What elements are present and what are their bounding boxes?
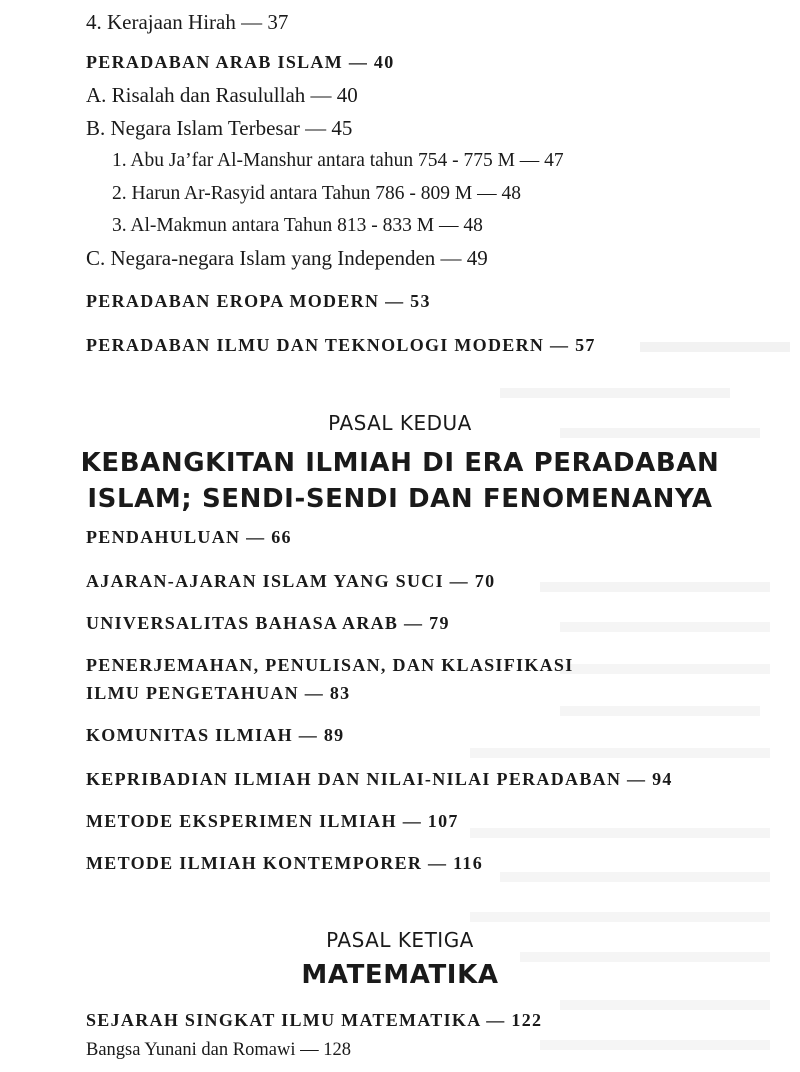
toc-entry-universalitas-bahasa-arab: UNIVERSALITAS BAHASA ARAB — 79 <box>86 613 450 633</box>
toc-entry-yunani-romawi: Bangsa Yunani dan Romawi — 128 <box>86 1040 351 1060</box>
toc-entry-peradaban-arab-islam: PERADABAN ARAB ISLAM — 40 <box>86 52 395 72</box>
toc-entry-pendahuluan: PENDAHULUAN — 66 <box>86 527 292 547</box>
toc-entry-penerjemahan-line1: PENERJEMAHAN, PENULISAN, DAN KLASIFIKASI <box>86 655 574 675</box>
toc-entry-metode-eksperimen: METODE EKSPERIMEN ILMIAH — 107 <box>86 811 459 831</box>
toc-entry-penerjemahan-line2: ILMU PENGETAHUAN — 83 <box>86 683 351 703</box>
toc-entry-komunitas-ilmiah: KOMUNITAS ILMIAH — 89 <box>86 725 345 745</box>
chapter2-pasal-label: PASAL KEDUA <box>328 411 472 435</box>
chapter3-pasal-label: PASAL KETIGA <box>326 928 474 952</box>
toc-entry-harun-ar-rasyid: 2. Harun Ar-Rasyid antara Tahun 786 - 809 M — 48 <box>112 183 521 204</box>
chapter3-title: MATEMATIKA <box>301 960 499 990</box>
chapter2-title-line2: ISLAM; SENDI-SENDI DAN FENOMENANYA <box>87 484 713 514</box>
chapter2-title-line1: KEBANGKITAN ILMIAH DI ERA PERADABAN <box>80 448 720 478</box>
toc-entry-al-makmun: 3. Al-Makmun antara Tahun 813 - 833 M — 48 <box>112 215 483 236</box>
toc-entry-kepribadian-ilmiah: KEPRIBADIAN ILMIAH DAN NILAI-NILAI PERADABAN — 94 <box>86 769 673 789</box>
toc-entry-ajaran-islam: AJARAN-AJARAN ISLAM YANG SUCI — 70 <box>86 571 496 591</box>
toc-entry-peradaban-ilmu-teknologi: PERADABAN ILMU DAN TEKNOLOGI MODERN — 57 <box>86 335 596 355</box>
toc-entry-negara-independen: C. Negara-negara Islam yang Independen — 49 <box>86 246 488 270</box>
toc-entry-kerajaan-hirah: 4. Kerajaan Hirah — 37 <box>86 10 289 34</box>
toc-entry-peradaban-eropa-modern: PERADABAN EROPA MODERN — 53 <box>86 291 431 311</box>
toc-entry-metode-kontemporer: METODE ILMIAH KONTEMPORER — 116 <box>86 853 483 873</box>
toc-entry-negara-islam-terbesar: B. Negara Islam Terbesar — 45 <box>86 116 353 140</box>
toc-entry-abu-jafar: 1. Abu Ja’far Al-Manshur antara tahun 754 - 775 M — 47 <box>112 150 564 171</box>
toc-entry-risalah: A. Risalah dan Rasulullah — 40 <box>86 83 358 107</box>
toc-entry-sejarah-matematika: SEJARAH SINGKAT ILMU MATEMATIKA — 122 <box>86 1010 543 1030</box>
